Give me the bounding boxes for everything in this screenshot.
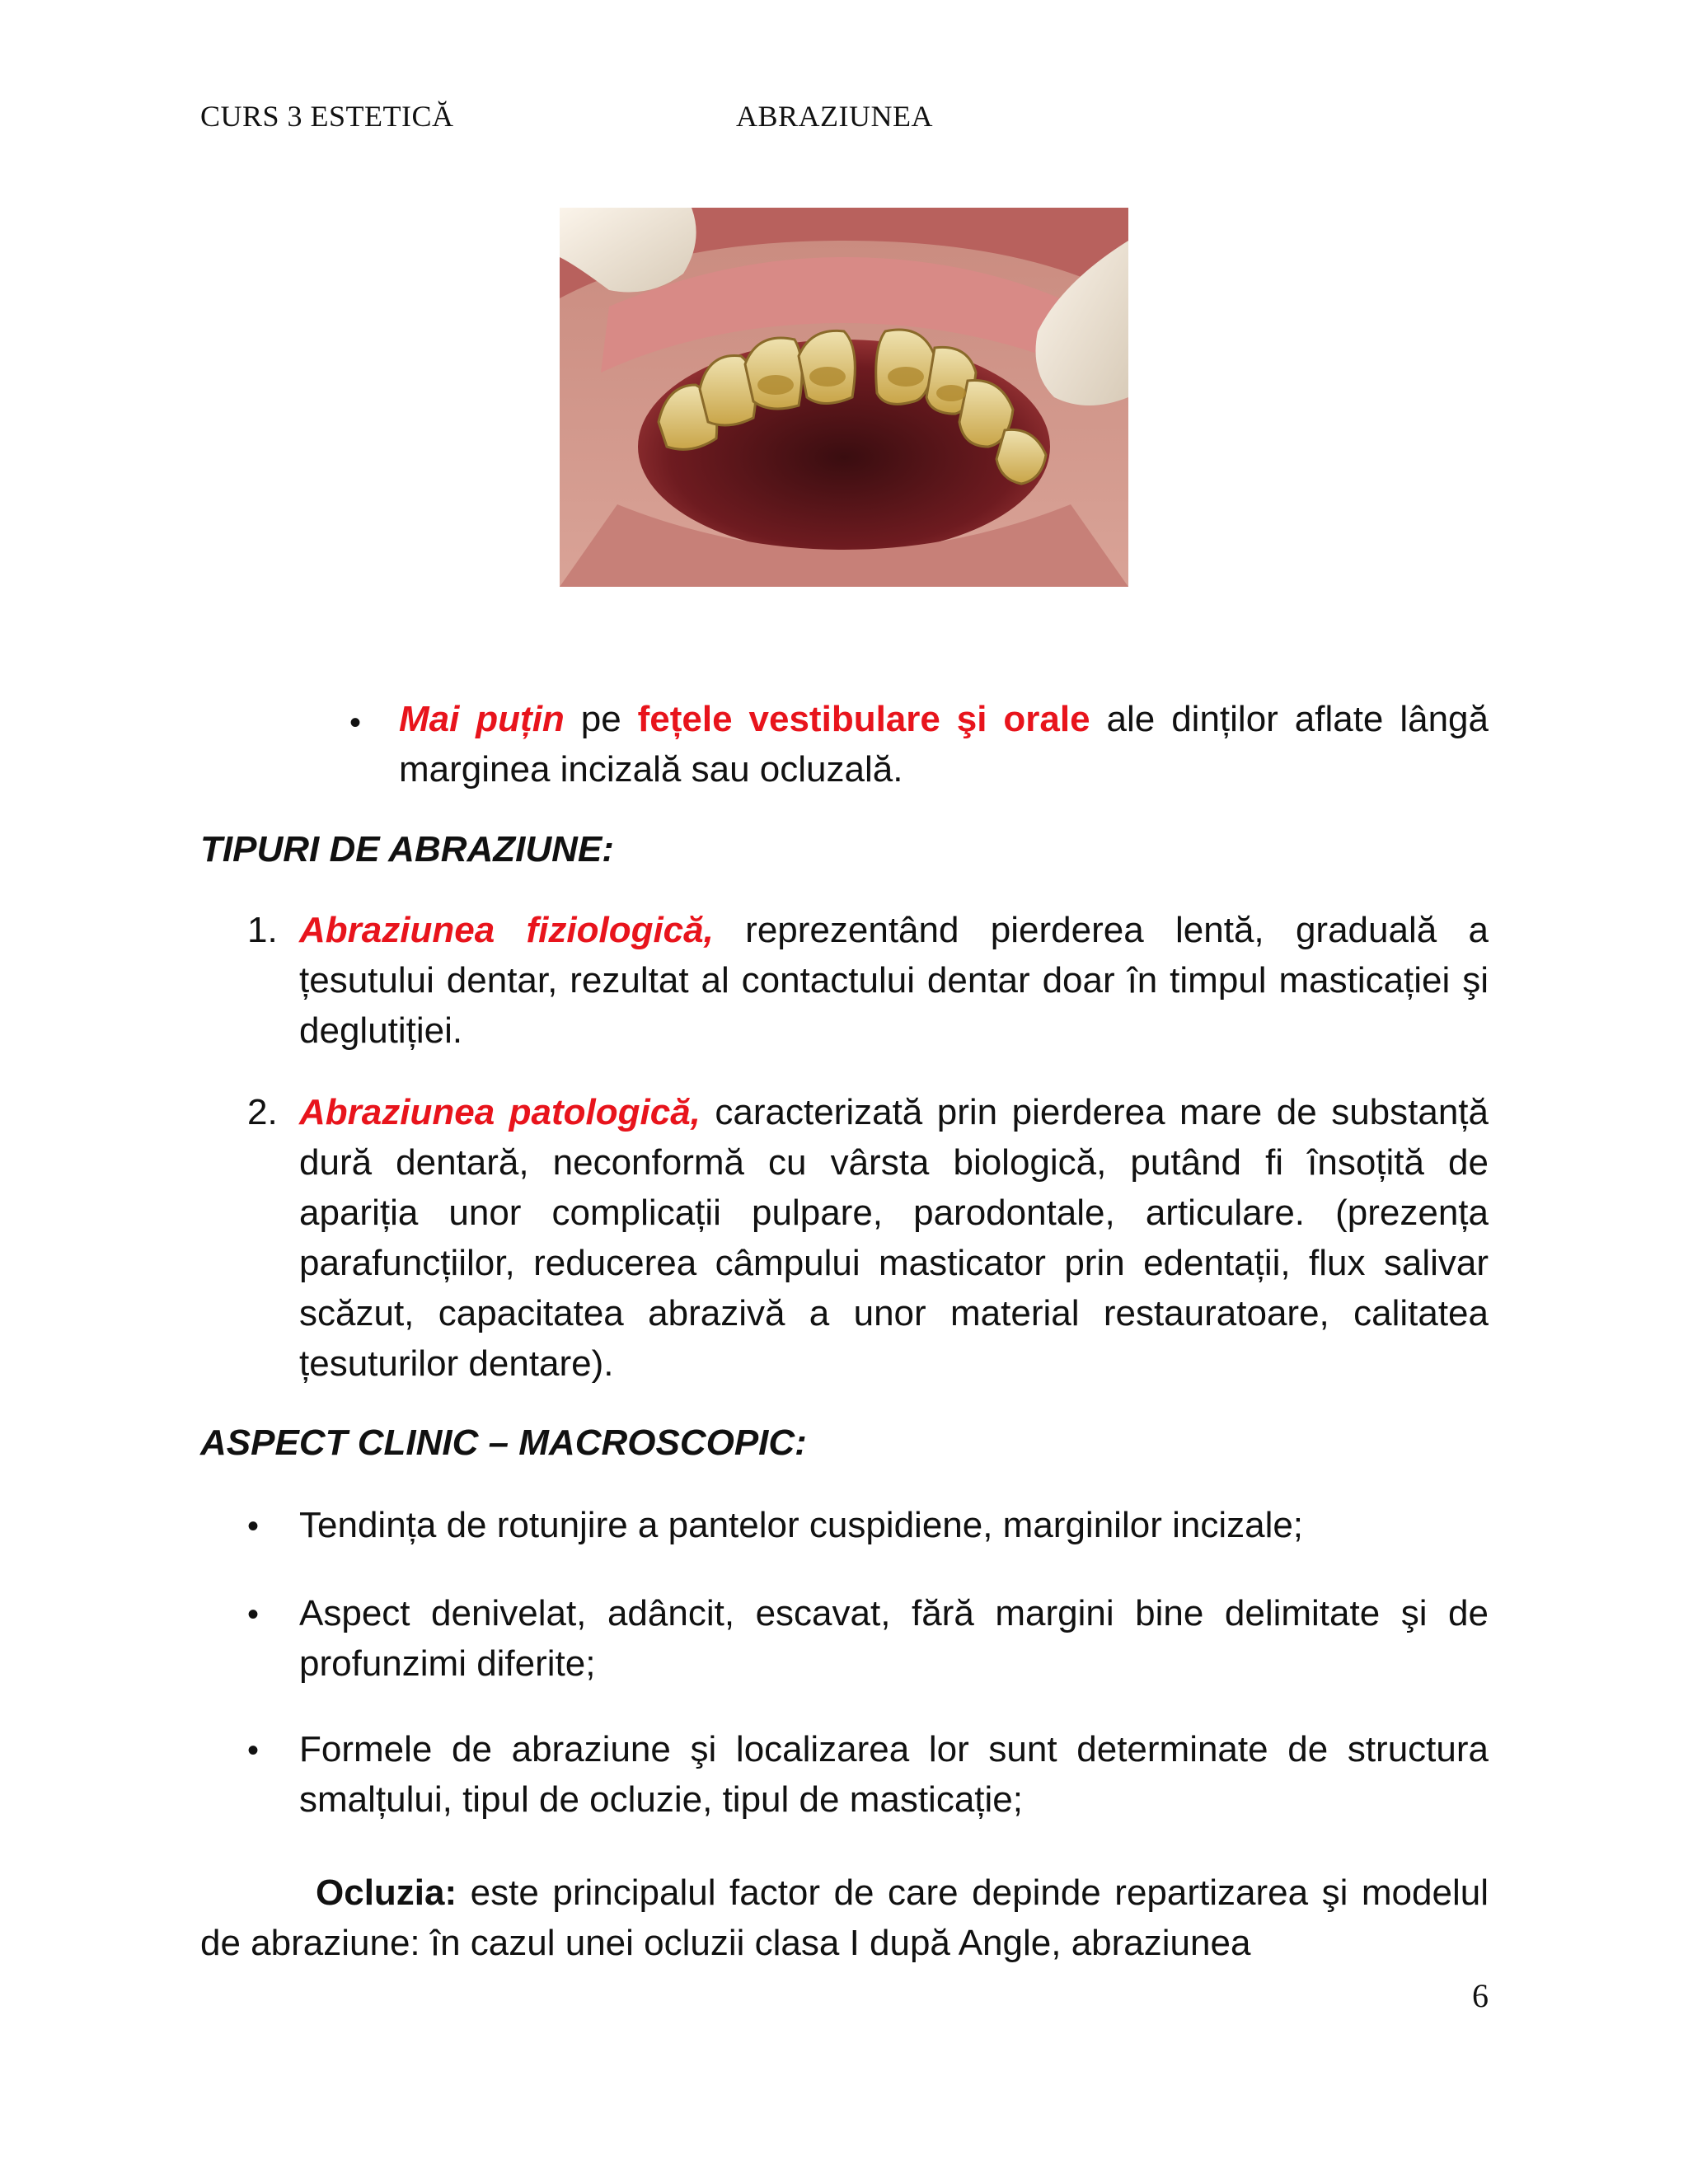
surface-bullet-text [399, 694, 1489, 794]
list-number: 2. [247, 1092, 278, 1132]
list-item-pathological [299, 1087, 1489, 1389]
bullet-icon: • [247, 1732, 260, 1769]
header-chapter-title: ABRAZIUNEA [736, 100, 933, 133]
heading-abrasion-types: TIPURI DE ABRAZIUNE: [200, 829, 614, 869]
occlusion-paragraph [200, 1868, 1489, 1968]
list-item: Tendința de rotunjire a pantelor cuspidiene, marginilor incizale; [299, 1505, 1304, 1545]
emphasis-surfaces: fețele vestibulare şi orale [637, 699, 1090, 739]
bullet-icon: • [247, 1596, 260, 1633]
list-item: Formele de abraziune şi localizarea lor sunt determinate de structura smalțului, tipul de ocluzie, tipul de masticație; [299, 1729, 1489, 1820]
term-pathological: Abraziunea patologică, [299, 1092, 701, 1132]
bullet-icon: • [349, 705, 362, 741]
list-item-physiological [299, 905, 1489, 1056]
list-item: Aspect denivelat, adâncit, escavat, fără margini bine delimitate şi de profunzimi diferite; [299, 1593, 1489, 1684]
heading-clinical-aspect: ASPECT CLINIC – MACROSCOPIC: [200, 1422, 807, 1463]
text-segment: reprezentând pierderea lentă, graduală a țesutului dentar, rezultat al contactului dentar doar în timpul masticației şi deglutiției. [299, 910, 1489, 1051]
text-segment: ale dinților aflate lângă marginea incizală sau ocluzală. [399, 699, 1489, 790]
text-segment: pe [564, 699, 638, 739]
text-segment: caracterizată prin pierderea mare de substanță dură dentară, neconformă cu vârsta biologică, putând fi însoțită de apariția unor complicații pulpare, parodontale, articulare. (prezența parafuncțiilor, reducerea câmpului masticator prin edentații, flux salivar scăzut, capacitatea abrazivă a unor material restauratoare, calitatea țesuturilor dentare). [299, 1092, 1489, 1384]
text-segment: este principalul factor de care depinde repartizarea şi modelul de abraziune: în cazul unei ocluzii clasa I după Angle, abraziunea [200, 1872, 1489, 1963]
bullet-icon: • [247, 1508, 260, 1544]
emphasis-less: Mai puțin [399, 699, 565, 739]
list-number: 1. [247, 910, 278, 950]
term-physiological: Abraziunea fiziologică, [299, 910, 714, 950]
dental-abrasion-photo [560, 208, 1128, 587]
term-occlusion: Ocluzia: [316, 1872, 457, 1913]
page-number: 6 [1472, 1977, 1489, 2014]
header-course-title: CURS 3 ESTETICĂ [200, 100, 454, 133]
